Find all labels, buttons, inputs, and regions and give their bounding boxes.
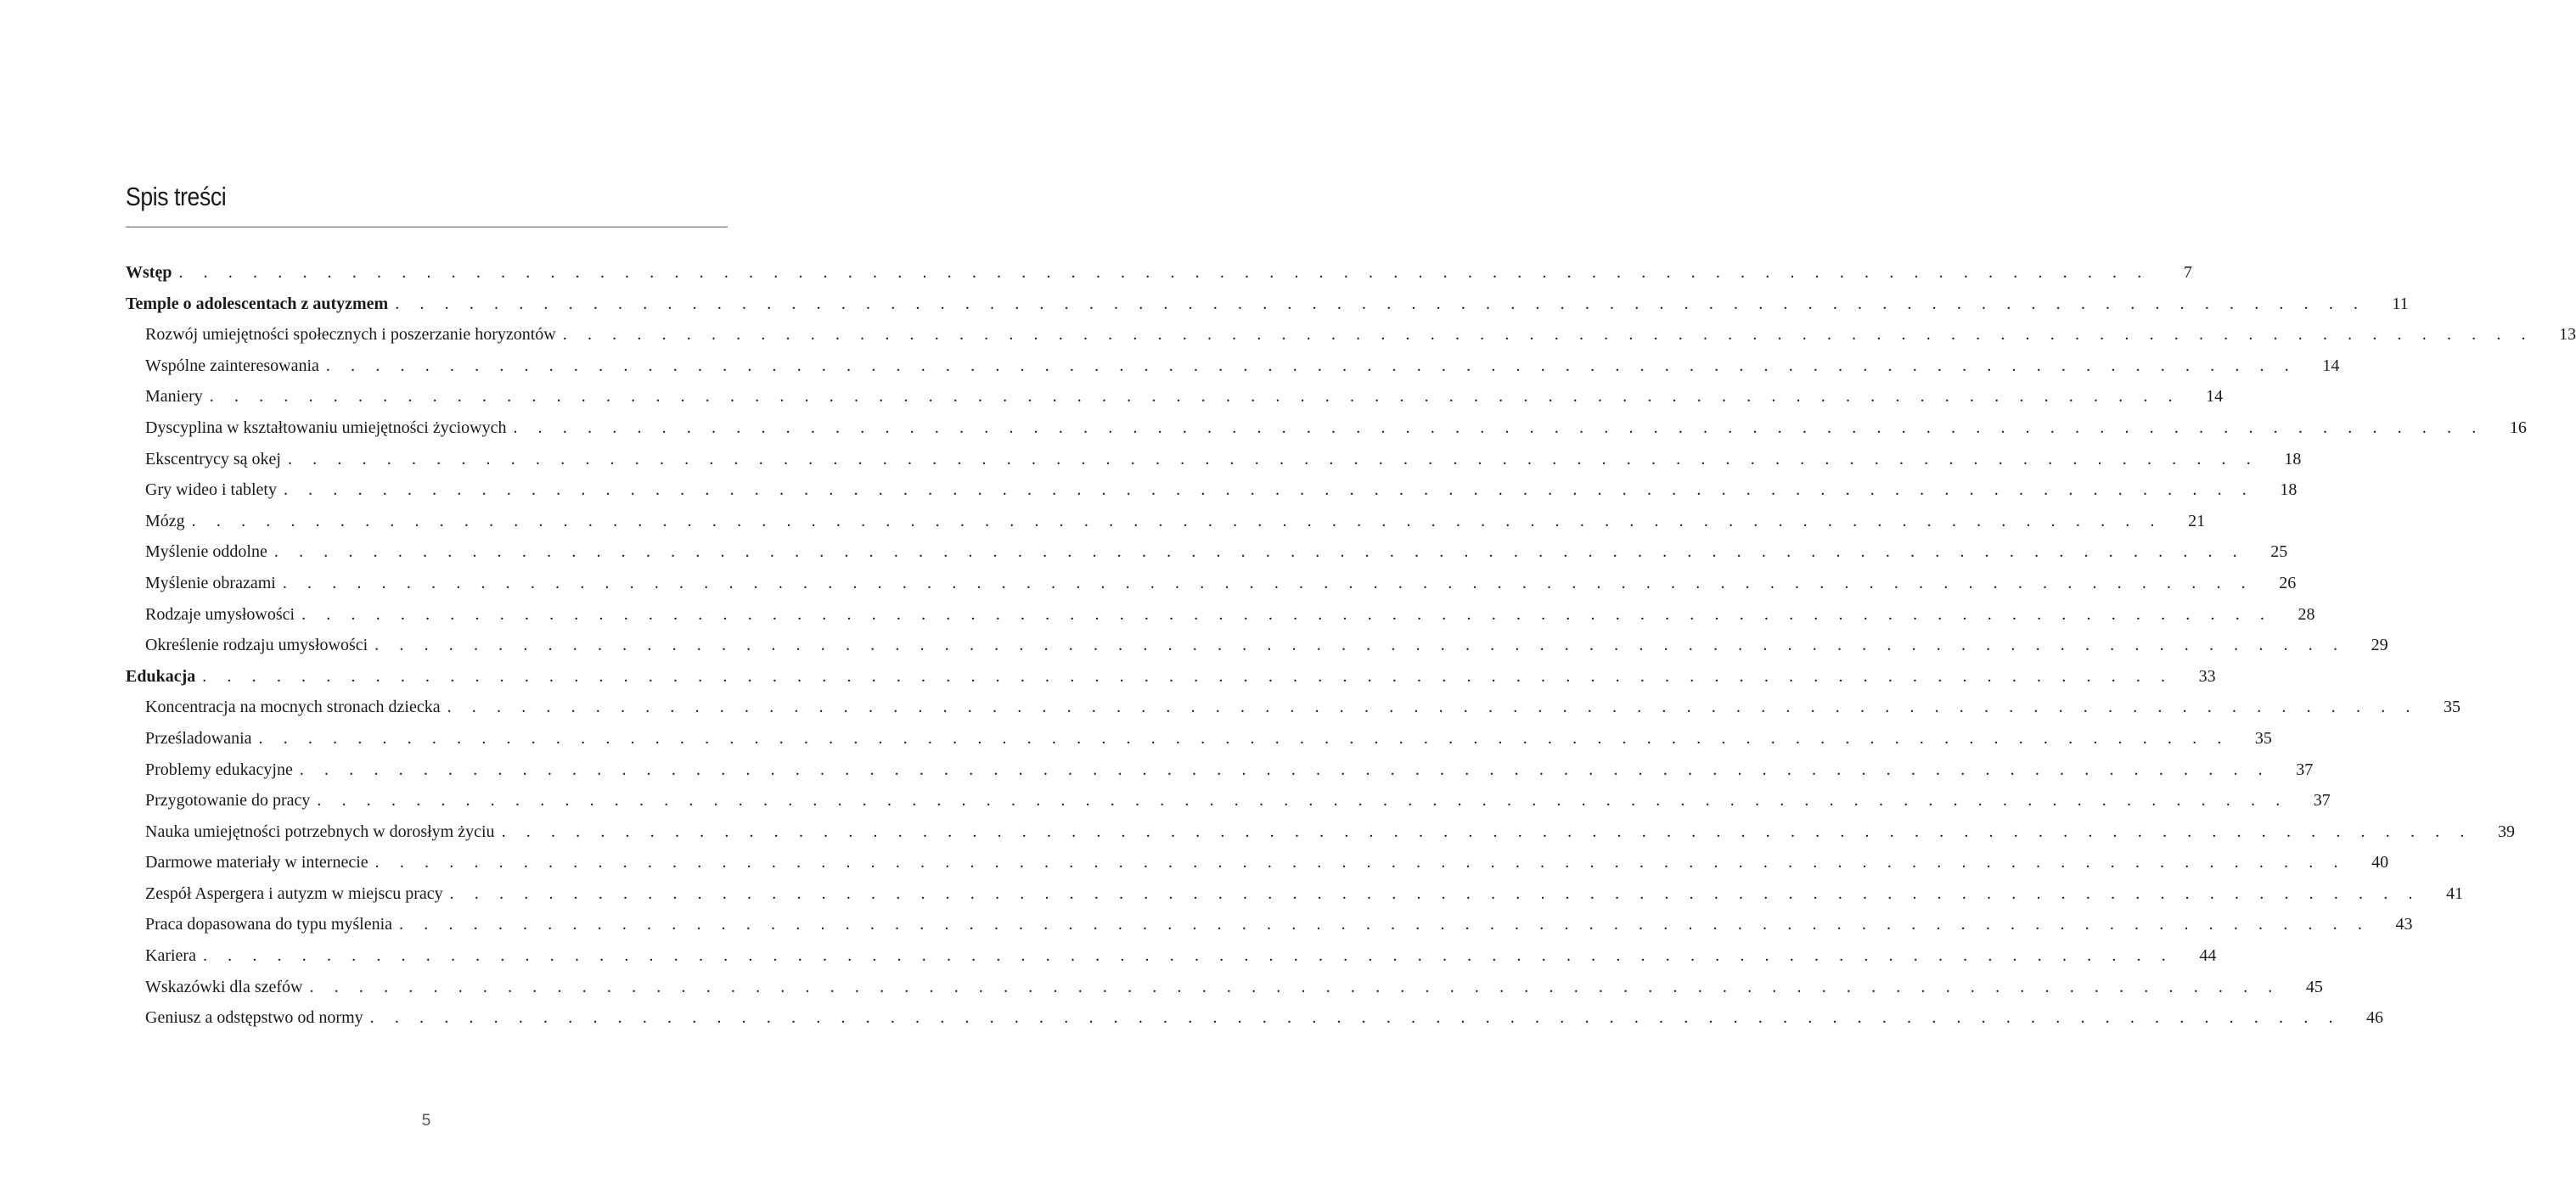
dot-leader: . . . . . . . . . . . . . . . . . . . . . . . . . . . . . . . . . . . . . . . . . . . . . . . . . . . . . . . . . . . . . . . . . . . . . . . . . . . . . . . . [325, 356, 2298, 375]
toc-entry-title: Ekscentrycy są okej [145, 449, 281, 468]
dot-leader: . . . . . . . . . . . . . . . . . . . . . . . . . . . . . . . . . . . . . . . . . . . . . . . . . . . . . . . . . . . . . . . . . . . . . . . . . . . . . . . . [273, 542, 2246, 562]
dot-leader: . . . . . . . . . . . . . . . . . . . . . . . . . . . . . . . . . . . . . . . . . . . . . . . . . . . . . . . . . . . . . . . . . . . . . . . . . . . . . . . . [309, 977, 2281, 996]
toc-entry-page-number: 35 [2254, 728, 2272, 748]
toc-section-entry[interactable] [126, 630, 2388, 661]
dot-leader: . . . . . . . . . . . . . . . . . . . . . . . . . . . . . . . . . . . . . . . . . . . . . . . . . . . . . . . . . . . . . . . . . . . . . . . . . . . . . . . . [299, 760, 2271, 779]
toc-entry-page-number: 13 [2559, 325, 2576, 345]
dot-leader: . . . . . . . . . . . . . . . . . . . . . . . . . . . . . . . . . . . . . . . . . . . . . . . . . . . . . . . . . . . . . . . . . . . . . . . . . . . . . . . . [399, 915, 2371, 934]
toc-entry-page-number: 21 [2188, 511, 2206, 530]
toc-entry-page-number: 41 [2446, 884, 2464, 903]
toc-entry-page-number: 44 [2199, 946, 2217, 966]
dot-leader: . . . . . . . . . . . . . . . . . . . . . . . . . . . . . . . . . . . . . . . . . . . . . . . . . . . . . . . . . . . . . . . . . . . . . . . . . . . . . . . . [202, 666, 2174, 686]
toc-entry-page-number: 35 [2444, 698, 2461, 717]
toc-entry-title: Przygotowanie do pracy [145, 791, 311, 811]
toc-entry-title: Myślenie obrazami [145, 573, 276, 592]
toc-section-entry[interactable] [126, 1002, 2384, 1034]
toc-entry-title: Gry wideo i tablety [145, 480, 277, 500]
toc-entry-title: Problemy edukacyjne [145, 760, 293, 779]
toc-chapter-entry[interactable] [126, 661, 2216, 693]
toc-entry-title: Nauka umiejętności potrzebnych w dorosłym życiu [145, 822, 495, 841]
toc-section-entry[interactable] [126, 785, 2331, 816]
toc-entry-page-number: 14 [2322, 356, 2340, 375]
dot-leader: . . . . . . . . . . . . . . . . . . . . . . . . . . . . . . . . . . . . . . . . . . . . . . . . . . . . . . . . . . . . . . . . . . . . . . . . . . . . . . . . [447, 698, 2419, 717]
toc-entry-title: Mózg [145, 511, 185, 530]
toc-entry-page-number: 45 [2305, 977, 2323, 996]
toc-entry-title: Prześladowania [145, 728, 252, 748]
table-of-contents [126, 257, 2576, 1034]
toc-entry-title: Rozwój umiejętności społecznych i poszerzanie horyzontów [145, 325, 556, 345]
toc-section-entry[interactable] [126, 474, 2298, 506]
dot-leader: . . . . . . . . . . . . . . . . . . . . . . . . . . . . . . . . . . . . . . . . . . . . . . . . . . . . . . . . . . . . . . . . . . . . . . . . . . . . . . . . [395, 294, 2366, 313]
toc-section-entry[interactable] [126, 412, 2527, 444]
toc-section-entry[interactable] [126, 816, 2515, 848]
toc-entry-title: Kariera [145, 946, 196, 966]
toc-entry-title: Dyscyplina w kształtowaniu umiejętności życiowych [145, 418, 507, 437]
toc-entry-page-number: 18 [2284, 449, 2302, 468]
toc-entry-page-number: 28 [2298, 604, 2315, 624]
toc-section-entry[interactable] [126, 692, 2461, 723]
toc-entry-page-number: 40 [2371, 853, 2389, 872]
toc-entry-title: Maniery [145, 387, 203, 407]
dot-leader: . . . . . . . . . . . . . . . . . . . . . . . . . . . . . . . . . . . . . . . . . . . . . . . . . . . . . . . . . . . . . . . . . . . . . . . . . . . . . . . . [513, 418, 2484, 437]
dot-leader: . . . . . . . . . . . . . . . . . . . . . . . . . . . . . . . . . . . . . . . . . . . . . . . . . . . . . . . . . . . . . . . . . . . . . . . . . . . . . . . . [283, 480, 2255, 500]
toc-entry-title: Myślenie oddolne [145, 542, 267, 562]
page-number: 5 [421, 1112, 431, 1130]
dot-leader: . . . . . . . . . . . . . . . . . . . . . . . . . . . . . . . . . . . . . . . . . . . . . . . . . . . . . . . . . . . . . . . . . . . . . . . . . . . . . . . . [301, 604, 2273, 624]
dot-leader: . . . . . . . . . . . . . . . . . . . . . . . . . . . . . . . . . . . . . . . . . . . . . . . . . . . . . . . . . . . . . . . . . . . . . . . . . . . . . . . . [282, 573, 2254, 592]
toc-entry-title: Zespół Aspergera i autyzm w miejscu pracy [145, 884, 443, 903]
toc-entry-page-number: 7 [2183, 263, 2192, 282]
toc-entry-page-number: 11 [2392, 294, 2409, 313]
toc-section-entry[interactable] [126, 568, 2297, 599]
toc-section-entry[interactable] [126, 444, 2302, 475]
toc-entry-page-number: 46 [2366, 1008, 2384, 1028]
toc-chapter-entry[interactable] [126, 289, 2409, 320]
dot-leader: . . . . . . . . . . . . . . . . . . . . . . . . . . . . . . . . . . . . . . . . . . . . . . . . . . . . . . . . . . . . . . . . . . . . . . . . . . . . . . . . [209, 387, 2181, 407]
toc-section-entry[interactable] [126, 536, 2288, 568]
toc-section-entry[interactable] [126, 754, 2314, 786]
dot-leader: . . . . . . . . . . . . . . . . . . . . . . . . . . . . . . . . . . . . . . . . . . . . . . . . . . . . . . . . . . . . . . . . . . . . . . . . . . . . . . . . [191, 511, 2163, 530]
toc-entry-title: Wstęp [126, 263, 172, 282]
toc-section-entry[interactable] [126, 940, 2217, 972]
page-title: Spis treści [126, 182, 227, 211]
dot-leader: . . . . . . . . . . . . . . . . . . . . . . . . . . . . . . . . . . . . . . . . . . . . . . . . . . . . . . . . . . . . . . . . . . . . . . . . . . . . . . . . [449, 884, 2421, 903]
toc-entry-title: Określenie rodzaju umysłowości [145, 636, 368, 655]
toc-entry-title: Temple o adolescentach z autyzmem [126, 294, 389, 313]
dot-leader: . . . . . . . . . . . . . . . . . . . . . . . . . . . . . . . . . . . . . . . . . . . . . . . . . . . . . . . . . . . . . . . . . . . . . . . . . . . . . . . . [202, 946, 2174, 966]
toc-entry-title: Darmowe materiały w internecie [145, 853, 368, 872]
toc-entry-page-number: 14 [2206, 387, 2224, 407]
dot-leader: . . . . . . . . . . . . . . . . . . . . . . . . . . . . . . . . . . . . . . . . . . . . . . . . . . . . . . . . . . . . . . . . . . . . . . . . . . . . . . . . [369, 1008, 2342, 1028]
toc-section-entry[interactable] [126, 723, 2272, 754]
toc-entry-page-number: 37 [2296, 760, 2314, 779]
toc-entry-page-number: 16 [2509, 418, 2527, 437]
dot-leader: . . . . . . . . . . . . . . . . . . . . . . . . . . . . . . . . . . . . . . . . . . . . . . . . . . . . . . . . . . . . . . . . . . . . . . . . . . . . . . . . [501, 822, 2472, 841]
dot-leader: . . . . . . . . . . . . . . . . . . . . . . . . . . . . . . . . . . . . . . . . . . . . . . . . . . . . . . . . . . . . . . . . . . . . . . . . . . . . . . . . [317, 791, 2288, 811]
toc-section-entry[interactable] [126, 599, 2315, 631]
toc-entry-title: Praca dopasowana do typu myślenia [145, 915, 393, 934]
toc-entry-page-number: 26 [2279, 573, 2297, 592]
dot-leader: . . . . . . . . . . . . . . . . . . . . . . . . . . . . . . . . . . . . . . . . . . . . . . . . . . . . . . . . . . . . . . . . . . . . . . . . . . . . . . . . [287, 449, 2259, 468]
toc-entry-page-number: 29 [2371, 636, 2388, 655]
toc-section-entry[interactable] [126, 351, 2340, 382]
toc-entry-title: Wspólne zainteresowania [145, 356, 319, 375]
toc-entry-page-number: 25 [2270, 542, 2288, 562]
toc-entry-page-number: 43 [2395, 915, 2413, 934]
toc-entry-title: Geniusz a odstępstwo od normy [145, 1008, 363, 1028]
toc-entry-title: Koncentracja na mocnych stronach dziecka [145, 698, 441, 717]
dot-leader: . . . . . . . . . . . . . . . . . . . . . . . . . . . . . . . . . . . . . . . . . . . . . . . . . . . . . . . . . . . . . . . . . . . . . . . . . . . . . . . . [374, 636, 2346, 655]
toc-section-entry[interactable] [126, 319, 2576, 351]
toc-entry-title: Rodzaje umysłowości [145, 604, 295, 624]
toc-chapter-entry[interactable] [126, 257, 2192, 289]
toc-section-entry[interactable] [126, 878, 2464, 910]
dot-leader: . . . . . . . . . . . . . . . . . . . . . . . . . . . . . . . . . . . . . . . . . . . . . . . . . . . . . . . . . . . . . . . . . . . . . . . . . . . . . . . . [178, 263, 2150, 282]
toc-entry-page-number: 18 [2280, 480, 2298, 500]
toc-section-entry[interactable] [126, 972, 2323, 1003]
dot-leader: . . . . . . . . . . . . . . . . . . . . . . . . . . . . . . . . . . . . . . . . . . . . . . . . . . . . . . . . . . . . . . . . . . . . . . . . . . . . . . . . [258, 728, 2230, 748]
toc-section-entry[interactable] [126, 506, 2206, 537]
toc-section-entry[interactable] [126, 847, 2389, 878]
toc-entry-page-number: 33 [2198, 666, 2216, 686]
toc-entry-page-number: 37 [2313, 791, 2331, 811]
dot-leader: . . . . . . . . . . . . . . . . . . . . . . . . . . . . . . . . . . . . . . . . . . . . . . . . . . . . . . . . . . . . . . . . . . . . . . . . . . . . . . . . [374, 853, 2347, 872]
toc-section-entry[interactable] [126, 381, 2224, 412]
dot-leader: . . . . . . . . . . . . . . . . . . . . . . . . . . . . . . . . . . . . . . . . . . . . . . . . . . . . . . . . . . . . . . . . . . . . . . . . . . . . . . . . [562, 325, 2534, 345]
toc-section-entry[interactable] [126, 909, 2413, 940]
toc-entry-page-number: 39 [2497, 822, 2515, 841]
toc-entry-title: Wskazówki dla szefów [145, 977, 303, 996]
toc-entry-title: Edukacja [126, 666, 196, 686]
